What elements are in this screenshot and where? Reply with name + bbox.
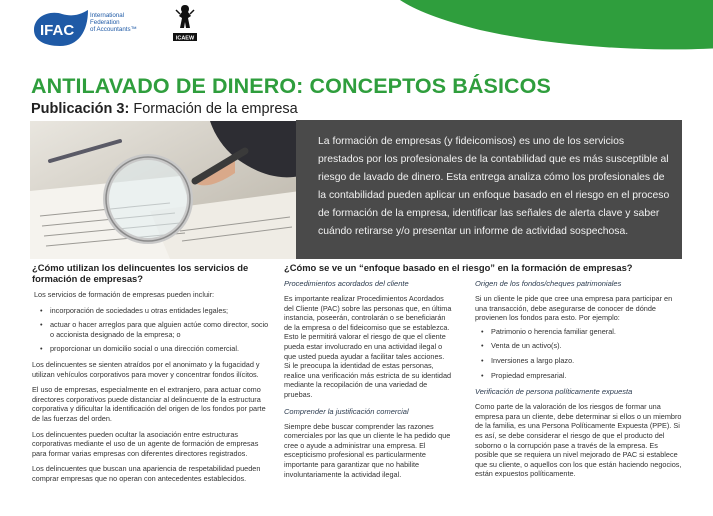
- list-item: • proporcionar un domicilio social o una dirección comercial.: [38, 344, 272, 354]
- paragraph: Los delincuentes pueden ocultar la asociación entre estructuras corporativas mediante el uso de un agente de formación de empresas para formar varias empresas con diferentes directores registrados.: [32, 429, 259, 458]
- header-green-swoosh: [360, 0, 713, 58]
- svg-text:ICAEW: ICAEW: [175, 35, 195, 42]
- list-item: • Propiedad empresarial.: [479, 371, 683, 381]
- paragraph: Los delincuentes que buscan una apariencia de respetabilidad pueden comprar empresas que no operan con antecedentes establecidos.: [32, 464, 261, 483]
- section-risk-approach-left: [284, 279, 452, 479]
- list-item: • Patrimonio o herencia familiar general.: [479, 327, 683, 337]
- paragraph: El uso de empresas, especialmente en el extranjero, para actuar como directores corporativos puede distanciar al delincuente de la estructura corporativa y dificultar la identificación del origen de los fondos por parte de las fuerzas del orden.: [32, 385, 266, 423]
- section-heading: ¿Cómo utilizan los delincuentes los servicios de formación de empresas?: [32, 262, 249, 284]
- subheading: Origen de los fondos/cheques patrimoniales: [475, 279, 622, 288]
- page-title: ANTILAVADO DE DINERO: CONCEPTOS BÁSICOS: [31, 74, 551, 98]
- ifac-name: International Federation of Accountants™: [90, 12, 137, 33]
- subheading: Verificación de persona políticamente expuesta: [475, 387, 633, 397]
- services-list: [38, 306, 272, 354]
- list-item: • incorporación de sociedades u otras entidades legales;: [38, 306, 272, 316]
- section-risk-approach-right: [475, 279, 683, 479]
- ifac-logo-mark: [32, 8, 90, 48]
- paragraph: Si un cliente le pide que cree una empresa para participar en una transacción, debe asegurarse de conocer de dónde provienen los fondos para esto. Por ejemplo:: [475, 294, 673, 323]
- section-heading-risk-approach: ¿Cómo se ve un “enfoque basado en el riesgo” en la formación de empresas?: [284, 262, 633, 273]
- subtitle-publication: Publicación 3:: [31, 101, 130, 117]
- paragraph: Los delincuentes se sienten atraídos por el anonimato y la fugacidad y utilizan vehículos corporativos para mover y concentrar fondos ilícitos.: [32, 359, 260, 379]
- paragraph: Como parte de la valoración de los riesgos de formar una empresa para un cliente, debe determinar si ellos o un miembro de la familia, es una Persona Políticamente Expuesta (PPE). Si es así, se debe considerar el riesgo de que el producto del soborno o la corrupción pase a través de la empresa. Es posible que se requiera un nivel mejorado de PAC si establece que su cliente, o aquellos con los que están haciendo negocios, están expuestos políticamente.: [475, 402, 682, 479]
- list-item: • actuar o hacer arreglos para que alguien actúe como director, socio o accionista designado de la empresa; o: [38, 320, 272, 339]
- paragraph: Siempre debe buscar comprender las razones comerciales por las que un cliente le ha pedido que cree o ayude a administrar una empresa. El escepticismo profesional es particularmente importante para garantizar que no habilite involuntariamente la actividad ilegal.: [284, 421, 451, 479]
- photo-illustration: [30, 121, 300, 259]
- paragraph: Es importante realizar Procedimientos Acordados del Cliente (PAC) sobre las personas que, en última instancia, poseerán, controlarán o se beneficiarán de la empresa o del fideicomiso que se establezca. Esto le permitirá valorar el riesgo de que el cliente pueda estar involucrado en una actividad ilegal o que usted pueda ayudar a facilitar tales acciones. Si le preocupa la identidad de estas personas, realice una verificación más estricta de su identidad mediante la recopilación de una variedad de pruebas.: [284, 294, 452, 399]
- section-criminals-use: [32, 262, 272, 484]
- page-subtitle: [31, 101, 298, 117]
- icaew-logo[interactable]: [170, 2, 200, 44]
- section-lead: Los servicios de formación de empresas pueden incluir:: [34, 290, 215, 299]
- intro-text: La formación de empresas (y fideicomisos) es uno de los servicios prestados por los profesionales de la contabilidad que es más susceptible al riesgo de lavado de dinero. Esta entrega analiza cómo los profesionales de la contabilidad pueden aplicar un enfoque basado en el riesgo en el proceso de formación de la empresa, identificar las señales de alerta clave y saber cuándo retirarse y/o presentar un informe de actividad sospechosa.: [318, 136, 670, 237]
- subtitle-topic: Formación de la empresa: [129, 101, 298, 117]
- icaew-crest-icon: [170, 2, 200, 44]
- magnifying-glass-photo: [30, 121, 300, 259]
- subheading: Procedimientos acordados del cliente: [284, 279, 409, 288]
- funds-examples-list: [479, 327, 683, 380]
- list-item: • Inversiones a largo plazo.: [479, 356, 683, 366]
- svg-text:IFAC: IFAC: [40, 22, 75, 39]
- list-item: • Venta de un activo(s).: [479, 341, 683, 351]
- subheading: Comprender la justificación comercial: [284, 406, 409, 416]
